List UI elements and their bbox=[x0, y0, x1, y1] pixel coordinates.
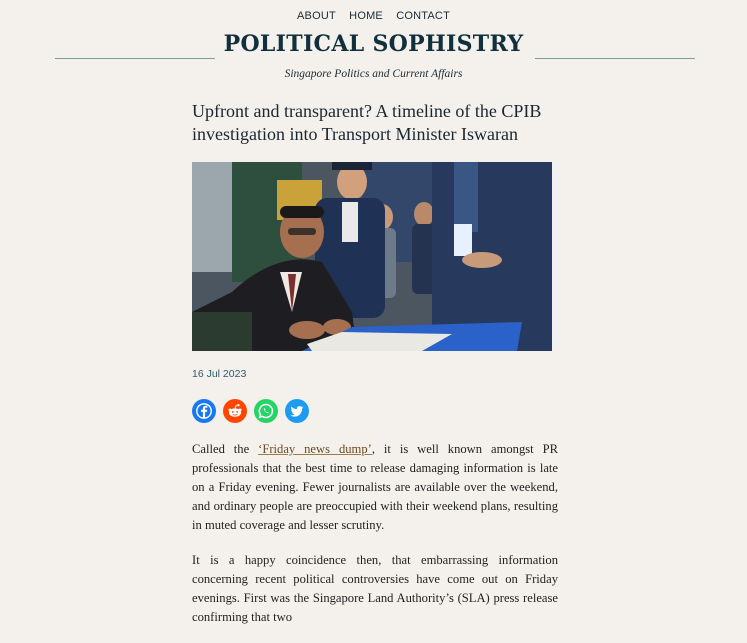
share-whatsapp-button[interactable] bbox=[254, 399, 278, 423]
paragraph-1-lead: Called the bbox=[192, 442, 259, 456]
top-nav bbox=[0, 10, 747, 22]
article-date: 16 Jul 2023 bbox=[192, 368, 247, 380]
header-rule-right bbox=[535, 58, 695, 59]
nav-home[interactable]: HOME bbox=[349, 10, 383, 22]
site-title[interactable]: POLITICAL SOPHISTRY bbox=[223, 31, 524, 57]
facebook-icon bbox=[192, 399, 216, 423]
twitter-icon bbox=[285, 399, 309, 423]
friday-news-dump-link[interactable]: ‘Friday news dump’ bbox=[258, 442, 372, 456]
article-body bbox=[192, 440, 558, 643]
paragraph-2: It is a happy coincidence then, that embarrassing information concerning recent political controversies have come out on Friday evenings. First was the Singapore Land Authority’s (SLA) press release confirming that two bbox=[192, 553, 558, 624]
whatsapp-icon bbox=[254, 399, 278, 423]
share-twitter-button[interactable] bbox=[285, 399, 309, 423]
hero-photo-illustration bbox=[192, 162, 558, 351]
article-title: Upfront and transparent? A timeline of the CPIB investigation into Transport Minister Iswaran bbox=[192, 101, 542, 144]
hero-image bbox=[192, 162, 558, 351]
reddit-icon bbox=[223, 399, 247, 423]
nav-contact[interactable]: CONTACT bbox=[396, 10, 450, 22]
paragraph-1 bbox=[192, 440, 558, 535]
share-reddit-button[interactable] bbox=[223, 399, 247, 423]
share-facebook-button[interactable] bbox=[192, 399, 216, 423]
nav-about[interactable]: ABOUT bbox=[297, 10, 336, 22]
site-tagline: Singapore Politics and Current Affairs bbox=[284, 68, 463, 80]
paragraph-1-rest: , it is well known amongst PR professionals that the best time to release damaging information is late on a Friday evening. Fewer journalists are available over the weekend, and ordinary people are preoccupied with their weekend plans, resulting in muted coverage and lesser scrutiny. bbox=[192, 442, 558, 532]
header-rule-left bbox=[55, 58, 215, 59]
